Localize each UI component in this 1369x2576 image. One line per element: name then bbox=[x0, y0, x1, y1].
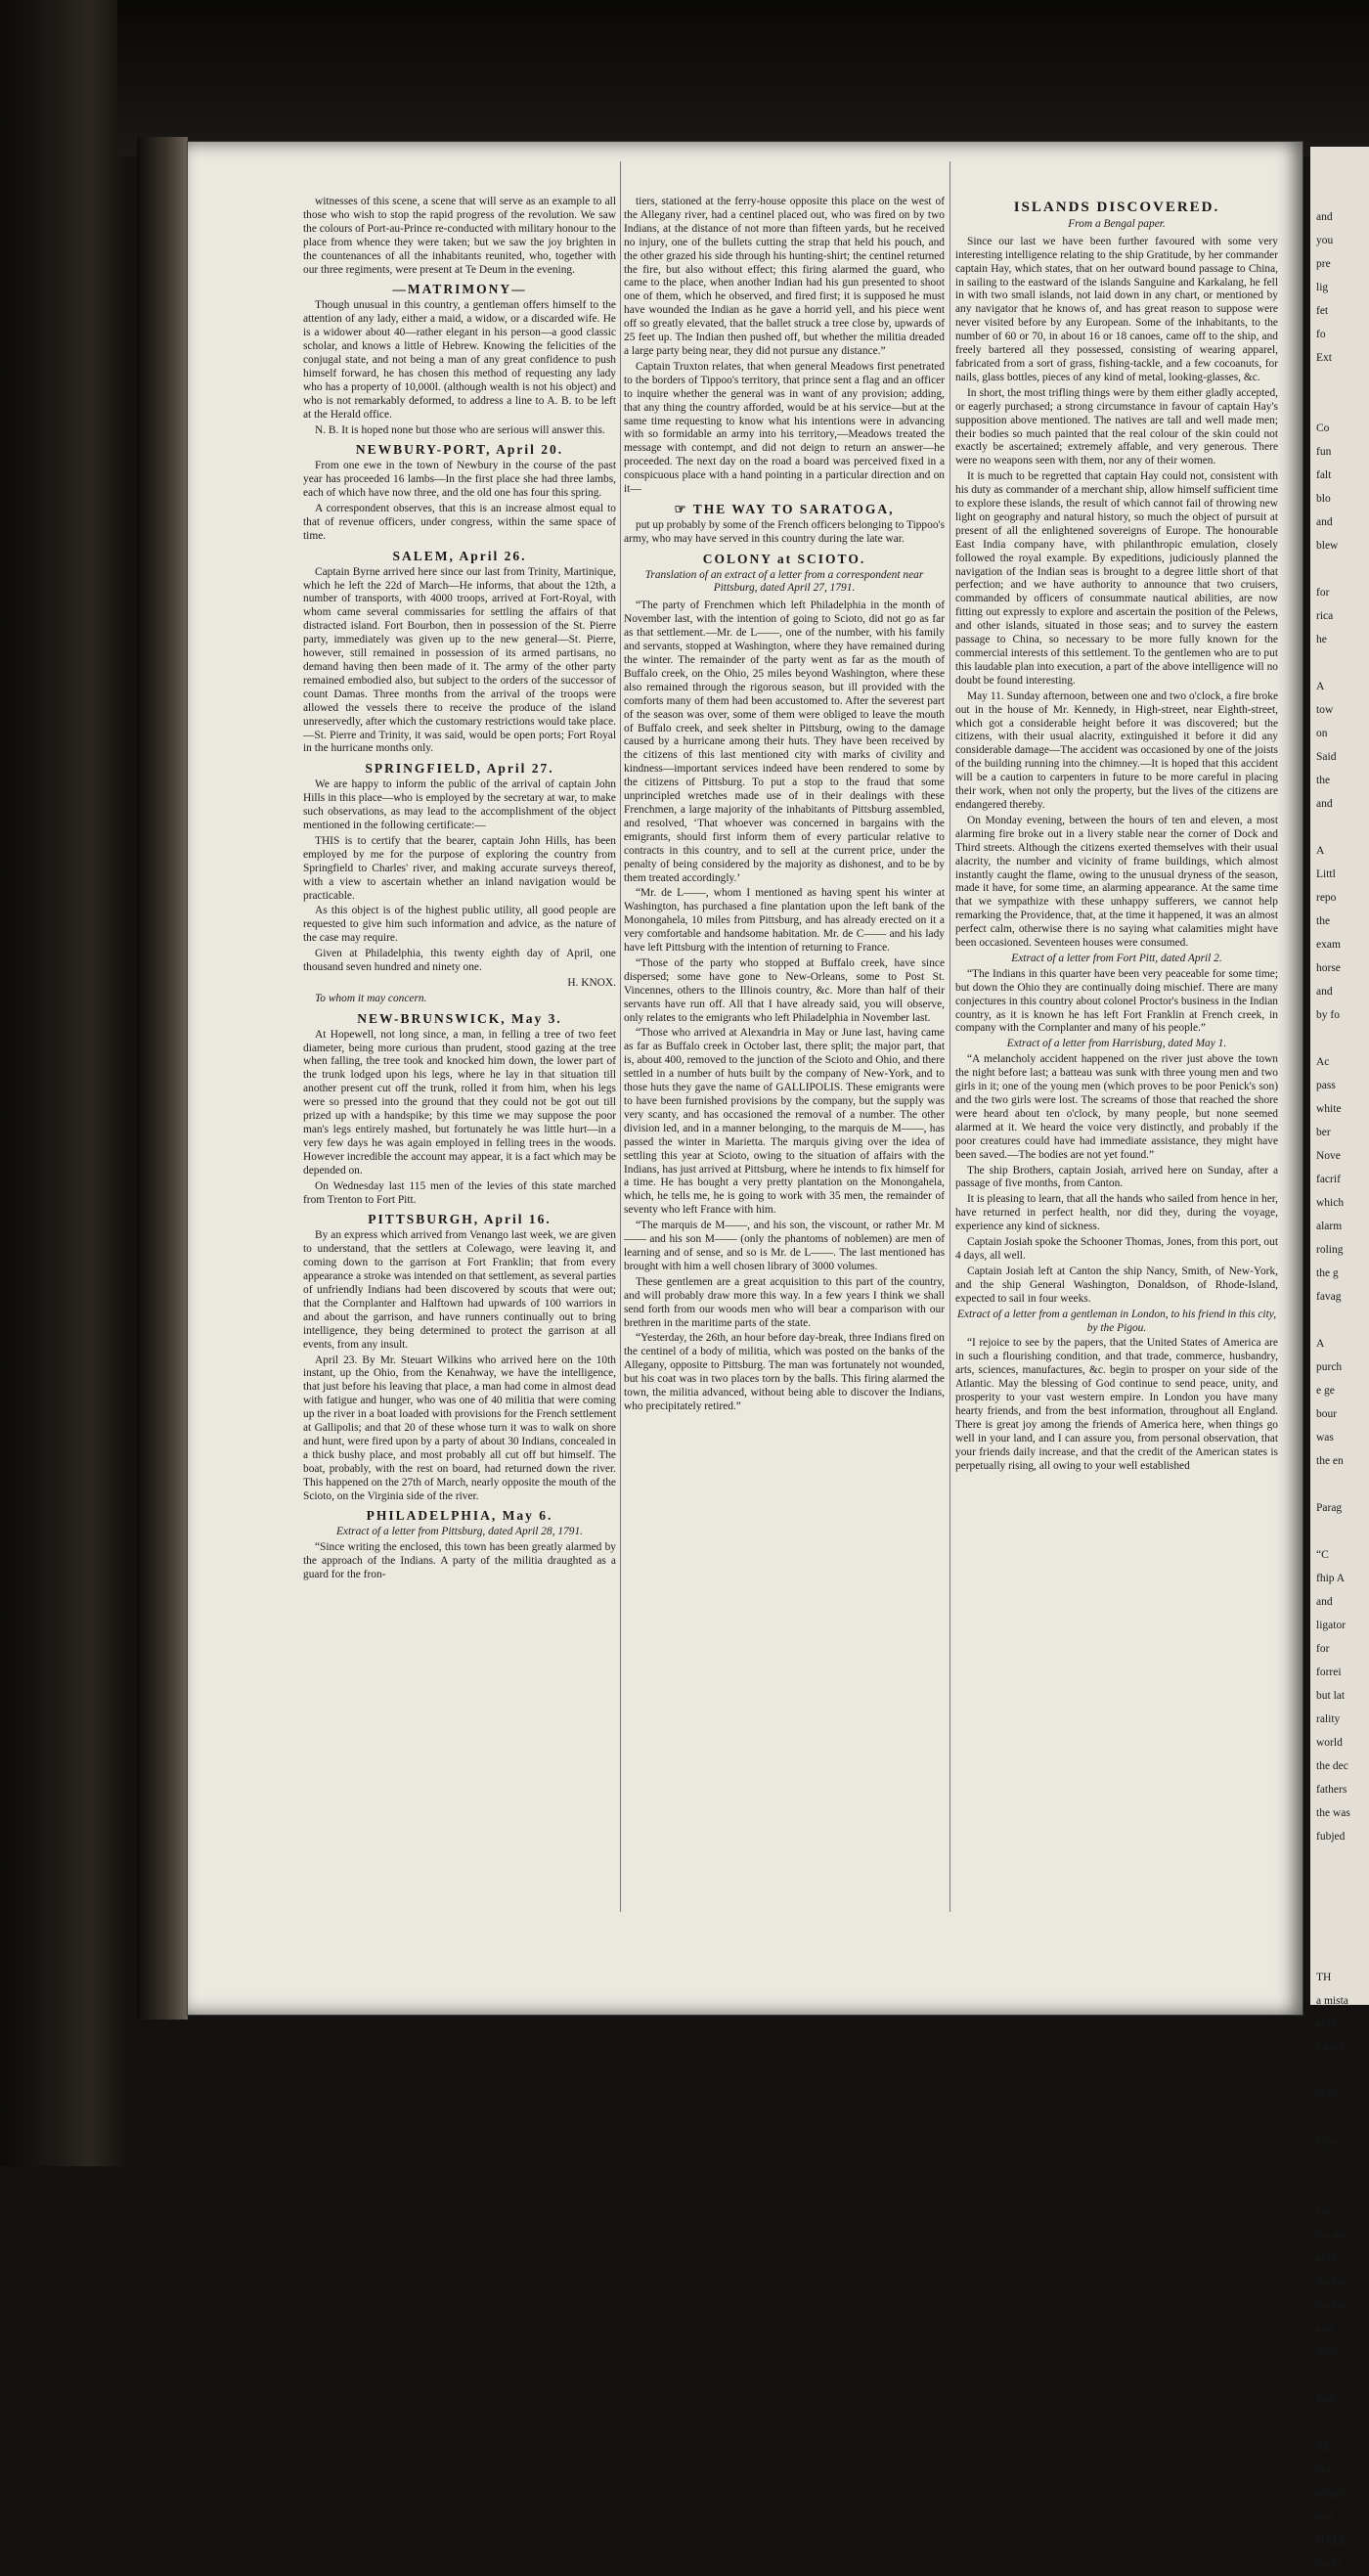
rejoice-paragraph: “I rejoice to see by the papers, that the United States of America are in such a flourishing condition, and that trade, commerce, husbandry, arts, sciences, manufactures, &c. begin to prosper on your side of the Atlantic. May the blessing of God continue to send peace, unity, and prosperity to your vast western empire. In London you have many hearty friends, and from the best information, throughout all England. There is great joy among the friends of America here, when things go well in your land, and I can assure you, from personal observation, that your friends daily increase, and that the credit of the American states is perpetually rising, all owing to your well established bbox=[955, 1337, 1278, 1472]
adjacent-page-fragment: AL bbox=[1316, 2441, 1332, 2453]
adjacent-page-fragment: the en bbox=[1316, 1455, 1344, 1467]
adjacent-page-fragment bbox=[1310, 1309, 1369, 1332]
harrisburg-extract-heading: Extract of a letter from Harrisburg, dated May 1. bbox=[1006, 1038, 1227, 1050]
canton-paragraph: Captain Josiah left at Canton the ship Nancy, Smith, of New-York, and the ship General Washington, Donaldson, of Rhode-Island, expected to sail in four weeks. bbox=[955, 1265, 1278, 1305]
adjacent-page-fragment: fet bbox=[1316, 305, 1329, 317]
adjacent-page-fragment: you bbox=[1316, 235, 1334, 246]
adjacent-page-fragment: e ge bbox=[1316, 1385, 1335, 1397]
adjacent-page-fragment: Jam bbox=[1316, 2394, 1335, 2406]
adjacent-page-fragment: which bbox=[1316, 1197, 1345, 1209]
alexandria-paragraph: “Those who arrived at Alexandria in May or June last, having came as far as Buffalo creek in October last, there split; the major part, that is, about 400, removed to the junction of the Scioto and Ohio, and there settled in a number of huts built by the company of New-York, and to those huts they gave the name of GALLIPOLIS. These emigrants were to have been furnished provisions by the company, but the supply was very scanty, and has occasioned the removal of a number. The other division led, and in a manner belonging, to the marquis de M——, has passed the winter in Marietta. The marquis giving over the idea of settling this year at Scioto, owing to the situation of affairs with the Indians, has just arrived at Pittsburg, where he intends to fix himself for a time. He has bought a very pretty plantation on the Monongahela, which, he tells me, he is going to work with 35 men, the remainder of seventy who left France with him. bbox=[624, 1027, 945, 1217]
adjacent-page-fragment: pass bbox=[1316, 1080, 1336, 1091]
adjacent-page-fragment bbox=[1310, 2060, 1369, 2083]
adjacent-page-fragment: the bbox=[1316, 775, 1331, 786]
adjacent-page-fragment bbox=[1310, 2177, 1369, 2200]
saratoga-paragraph: put up probably by some of the French officers belonging to Tippoo's army, who may have served in this country during the late war. bbox=[624, 518, 946, 545]
adjacent-page-fragment: he bbox=[1316, 634, 1327, 645]
adjacent-page-fragment bbox=[1310, 2412, 1369, 2435]
adjacent-page-fragment: A bbox=[1316, 681, 1325, 692]
adjacent-page-fragment: diftri bbox=[1316, 2347, 1339, 2359]
adjacent-page-fragment: blo bbox=[1316, 493, 1331, 505]
adjacent-page-fragment: A bbox=[1316, 845, 1325, 857]
colony-heading: COLONY at SCIOTO. bbox=[702, 551, 866, 566]
adjacent-page-fragment: tow bbox=[1316, 704, 1334, 716]
indians-paragraph: “The Indians in this quarter have been very peaceable for some time; but down the Ohio they are continually doing mischief. There are many conjectures in this country about colonel Proctor's business in the Indian country, as it is known he has left Fort Franklin at French creek, in company with the Cornplanter and many of his people.” bbox=[955, 967, 1278, 1035]
adjacent-page-fragment: falt bbox=[1316, 469, 1332, 481]
bengal-subheading: From a Bengal paper. bbox=[1068, 217, 1166, 230]
adjacent-page-fragment bbox=[1310, 816, 1369, 839]
adjacent-page-fragment: blew bbox=[1316, 540, 1339, 552]
knox-signature: H. KNOX. bbox=[567, 976, 616, 989]
spoke-paragraph: Captain Josiah spoke the Schooner Thomas, Jones, from this port, out 4 days, all well. bbox=[955, 1236, 1278, 1262]
adjacent-page-fragment: Littl bbox=[1316, 868, 1336, 880]
adjacent-page-fragment: by fo bbox=[1316, 1009, 1340, 1021]
adjacent-page-fragment: for bbox=[1316, 587, 1330, 599]
adjacent-page-fragment bbox=[1310, 2154, 1369, 2177]
adjacent-page-fragment: for bbox=[1316, 1643, 1330, 1655]
adjacent-page-fragment: Nove bbox=[1316, 1150, 1341, 1162]
springfield-paragraph: We are happy to inform the public of the arrival of captain John Hills in this place—who is employed by the secretary at war, to make such observations, as may lead to the accomplishment of the object mentioned in the following certificate:— bbox=[303, 778, 616, 831]
adjacent-page-fragment bbox=[1310, 2107, 1369, 2130]
adjacent-page-fragment: fun bbox=[1316, 446, 1332, 458]
adjacent-page-fragment: Ext bbox=[1316, 352, 1332, 364]
adjacent-page-fragment: facrif bbox=[1316, 1174, 1341, 1185]
adjacent-page-fragment bbox=[1310, 1942, 1369, 1966]
newbury-paragraph-1: From one ewe in the town of Newbury in the course of the past year has proceeded 16 lambs—In the first place she had three lambs, each of which have now three, and the old one has four this spring. bbox=[303, 460, 616, 500]
philadelphia-heading: PHILADELPHIA, May 6. bbox=[366, 1508, 553, 1524]
islands-heading: ISLANDS DISCOVERED. bbox=[1013, 200, 1220, 215]
translation-subheading: Translation of an extract of a letter from a correspondent near Pittsburg, dated April 27, 1791. bbox=[644, 568, 924, 595]
adjacent-page-fragment: pre bbox=[1316, 258, 1331, 270]
adjacent-page-fragment: rica bbox=[1316, 610, 1334, 622]
adjacent-page-fragment: and bbox=[1316, 798, 1333, 810]
adjacent-page-fragment bbox=[1310, 1848, 1369, 1872]
adjacent-page-fragment: on bbox=[1316, 728, 1328, 739]
buffalo-creek-paragraph: “Those of the party who stopped at Buffalo creek, have since dispersed; some have gone to New-Orleans, some to Post St. Vincennes, others to the Illinois country, &c. More than half of their servants have run off. All that I have already said, you will observe, only relates to the emigrants who left Philadelphia in November last. bbox=[624, 956, 945, 1024]
pleasing-paragraph: It is pleasing to learn, that all the hands who sailed from hence in her, have returned in perfect health, nor did they, during the voyage, experience any kind of sickness. bbox=[955, 1193, 1278, 1233]
column-2 bbox=[624, 196, 945, 1936]
monday-paragraph: On Monday evening, between the hours of ten and eleven, a most alarming fire broke out in a livery stable near the corner of Dock and Third streets. Although the citizens exerted themselves with their usual alacrity, the number and vicinity of frame buildings, which almost instantly caught the flame, owing to the unusual dryness of the season, made it have, for some time, an alarming appearance. At the same time that we sympathize with these unhappy sufferers, we cannot help remarking the Providence, that, at the time it happened, it was an almost perfect calm, otherwise there is no saying what calamities might have been occasioned. Seventeen houses were consumed. bbox=[955, 814, 1278, 950]
adjacent-page-fragment bbox=[1310, 1473, 1369, 1496]
adjacent-page-fragment: alarm bbox=[1316, 1221, 1343, 1232]
adjacent-page-fragment: fathers bbox=[1316, 1784, 1347, 1796]
to-whom-line: To whom it may concern. bbox=[315, 992, 427, 1004]
adjacent-page-fragment: ligator bbox=[1316, 1620, 1347, 1631]
column-3 bbox=[955, 196, 1278, 1936]
adjacent-page-fragment: in fa bbox=[1316, 2089, 1337, 2101]
adjacent-page-fragment: the dec bbox=[1316, 1760, 1348, 1772]
adjacent-page-fragment bbox=[1310, 1520, 1369, 1543]
adjacent-page-fragment: exam bbox=[1316, 939, 1341, 951]
brothers-paragraph: The ship Brothers, captain Josiah, arrived here on Sunday, after a passage of five months, from Canton. bbox=[955, 1164, 1278, 1190]
adjacent-page-fragment: repo bbox=[1316, 892, 1337, 904]
regretted-paragraph: It is much to be regretted that captain Hay could not, consistent with his duty as commander of a merchant ship, allow himself sufficient time to explore these islands, the result of which cannot fail of throwing new light on geography and natural history, so much the object of pursuit at present of all the enlightened sovereigns of Europe. The honourable East India company have, with philanthropic emulation, closely followed the royal example. By expeditions, judiciously planned the navigation of the Indian seas is brought to a degree little short of that perfection; and we have authority to announce that two cruisers, commanded by officers of consummate nautical abilities, are now fitting out expressly to explore and ascertain the position of the Pelews, and other islands, situated in those seas; and to survey the eastern passage to China, so necessary to be more fully known for the commercial interests of this settlement. To the gentlemen who are to put this laudable plan into execution, a part of the above intelligence will no doubt be found interesting. bbox=[955, 470, 1278, 687]
adjacent-page-fragment: forrei bbox=[1316, 1666, 1342, 1678]
salem-paragraph: Captain Byrne arrived here since our last from Trinity, Martinique, which he left the 22d of March—He informs, that about the 12th, a number of transports, with 4000 troops, arrived at Fort-Royal, with whom came several commissaries for settling the affairs of that distracted island. Fort Bourbon, then in possession of the St. Pierre party, immediately was given up to the new general—St. Pierre, however, still remained in possession of its armed partisans, no demand having then been made of it. The army of the other party remained embodied also, but subject to the orders of the successor of count Damas. Three months from the arrival of the troops were allowed the vessels there to receive the produce of the island unreservedly, after which the customary restrictions would take place.—St. Pierre and Trinity, it was said, would be open ports; Fort Royal in the hurricane months only. bbox=[303, 565, 616, 755]
truxton-paragraph: Captain Truxton relates, that when general Meadows first penetrated to the borders of Tippoo's territory, that prince sent a flag and an officer to inquire whether the general was in want of any provision; adding, that any thing the country afforded, would be at his service—but at the same time requesting to know what his intentions were in advancing with so formidable an army into his territory,—Meadows treated the message with contempt, and did not deign to return an answer—he proceeded. The next day on the road a board was perceived fixed in a conspicuous place with a hand pointing in a particular direction and on it— bbox=[624, 360, 945, 496]
adjacent-page-fragment: and bbox=[1316, 2324, 1333, 2335]
party-paragraph: “The party of Frenchmen which left Philadelphia in the month of November last, with the intention of going to Scioto, did not go as far as that settlement.—Mr. de L——, one of the number, with his family and servants, stopped at Washington, where they have remained during the winter. The remainder of the party went as far as the mouth of Buffalo creek, on the Ohio, 25 miles beyond Washington, where these also remained through the rigorous season, but ill provided with the comforts many of them had been accustomed to. After the severest part of the season was over, some of them were obliged to leave the mouth of Buffalo creek, and seek shelter in Pittsburg, owing to the damage caused by a hurricane among their huts. They have been received by the citizens of this last mentioned city with marks of civility and kindness—important services indeed have been rendered to some by the citizens of Pittsburg. To put a stop to the fraud that some unprincipled wretches made use of in their dealings with these Frenchmen, a large majority of the inhabitants of Pittsburg assembled, and resolved, ‘That whoever was concerned in bargains with the emigrants, should first inform them of every particular relative to contracts in this country, and to sell at the current price, under the penalty of being considered by the majority as dishonest, and to be by them treated accordingly.’ bbox=[624, 600, 945, 884]
adjacent-page-fragment: bour bbox=[1316, 1408, 1338, 1420]
adjacent-page-fragment: Ac bbox=[1316, 1056, 1330, 1068]
adjacent-page-fragment: and bbox=[1316, 211, 1333, 223]
adjacent-page-fragment: was bbox=[1316, 2511, 1334, 2523]
adjacent-page-fragment: fo bbox=[1316, 329, 1326, 340]
adjacent-page-fragment: horse bbox=[1316, 962, 1341, 974]
book-binding bbox=[0, 0, 127, 2166]
adjacent-page-fragment: the fa bbox=[1316, 2558, 1342, 2570]
adjacent-page-fragment bbox=[1310, 393, 1369, 417]
adjacent-page-fragment: Said bbox=[1316, 751, 1337, 763]
adjacent-page-fragment: May bbox=[1316, 2136, 1338, 2148]
adjacent-page-fragment bbox=[1310, 557, 1369, 581]
adjacent-page-fragment: a mista bbox=[1316, 1995, 1348, 2007]
adjacent-page-fragment: the was bbox=[1316, 1807, 1350, 1819]
adjacent-page-fragment: rality bbox=[1316, 1713, 1341, 1725]
wednesday-paragraph: On Wednesday last 115 men of the levies of this state marched from Trenton to Fort Pitt. bbox=[303, 1179, 616, 1206]
certificate-paragraph: THIS is to certify that the bearer, captain John Hills, has been employed by me for the purpose of exploring the country from Springfield to Charles' river, and making accurate surveys thereof, with a view to ascertain whether an inland navigation would be practicable. bbox=[303, 834, 616, 902]
adjacent-page-fragment: roling bbox=[1316, 1244, 1344, 1256]
gentlemen-paragraph: These gentlemen are a great acquisition to this part of the country, and will probably draw more this way. In a few years I think we shall send forth from our woods men who will bear a comparison with our brethren in the maritime parts of the state. bbox=[624, 1275, 945, 1329]
since-writing-paragraph: “Since writing the enclosed, this town has been greatly alarmed by the approach of the Indians. A party of the militia draughted as a guard for the fron- bbox=[303, 1541, 616, 1581]
adjacent-page-fragment: A bbox=[1316, 1338, 1325, 1350]
adjacent-page-fragment: fhip A bbox=[1316, 1573, 1346, 1584]
adjacent-page-fragment bbox=[1310, 651, 1369, 675]
adjacent-page-fragment: and bbox=[1316, 516, 1333, 528]
nb-paragraph: N. B. It is hoped none but those who are serious will answer this. bbox=[315, 423, 605, 436]
newbury-heading: NEWBURY-PORT, April 20. bbox=[355, 442, 564, 458]
adjacent-page-edge bbox=[1310, 147, 1369, 2570]
mr-del-paragraph: “Mr. de L——, whom I mentioned as having spent his winter at Washington, has purchased a fine plantation upon the left bank of the Monongahela, 10 miles from Pittsburg, and has already erected on it a very comfortable and handsome habitation. Mr. de C—— and his lady have left Pittsburg with the intention of returning to France. bbox=[624, 887, 945, 955]
adjacent-page-fragment: declare bbox=[1316, 2277, 1349, 2288]
page-gutter bbox=[137, 137, 188, 2020]
springfield-heading: SPRINGFIELD, April 27. bbox=[365, 761, 554, 777]
yesterday-paragraph: “Yesterday, the 26th, an hour before day-break, three Indians fired on the centinel of a body of militia, which was posted on the banks of the Allegany, opposite to Pittsburg. The man was fortunately not wounded, but his coat was in two places torn by the balls. This firing alarmed the town, the militia advanced, without being able to discover the Indians, who precipitately retired.” bbox=[624, 1332, 945, 1412]
adjacent-page-fragment: the fan bbox=[1316, 2300, 1347, 2312]
new-brunswick-paragraph: At Hopewell, not long since, a man, in felling a tree of two feet diameter, being more curious than prudent, stood gazing at the tree when falling, the tree took and knocked him down, the lower part of the trunk lodged upon his legs, where he lay in that situation till another present cut off the trunk, rolled it from him, when his legs were so pressed into the ground that they could not be got out till prized up with a handspike; by this time we may suppose the poor man's legs entirely mashed, but fortunately he was little hurt—in a very few days he was again employed in felling trees in the woods. However incredible the account may appear, it is a fact which may be depended on. bbox=[303, 1028, 616, 1177]
adjacent-page-fragment: Co bbox=[1316, 422, 1330, 434]
adjacent-page-fragment: for rel bbox=[1316, 2042, 1345, 2054]
marquis-paragraph: “The marquis de M——, and his son, the viscount, or rather Mr. M—— and his son M—— (only the phantoms of noblemen) are men of learning and of sense, and so is Mr. de L——. The last mentioned has brought with him a well chosen library of 3000 volumes. bbox=[624, 1220, 945, 1272]
adjacent-page-fragment: was bbox=[1316, 1432, 1334, 1443]
adjacent-page-fragment: refpect bbox=[1316, 2488, 1347, 2500]
adjacent-page-fragment: to th bbox=[1316, 2253, 1337, 2265]
saratoga-heading: ☞ THE WAY TO SARATOGA, bbox=[674, 501, 895, 516]
adjacent-page-fragment: and bbox=[1316, 1596, 1333, 1608]
adjacent-page-fragment: favag bbox=[1316, 1291, 1342, 1303]
april23-paragraph: April 23. By Mr. Steuart Wilkins who arrived here on the 10th instant, up the Ohio, from the Kenahway, we have the intelligence, that just before his leaving that place, a man had come in almost dead with fatigue and hunger, who was one of 40 militia that were coming up the river in a boat loaded with provisions for the French settlement at Gallipolis; and that 20 of these whose turn it was to walk on shore and hunt, were fired upon by a party of about 30 Indians, concealed in a thick bushy place, and most probably all cut off but himself. The boat, probably, with the rest on board, had returned down the river. This happened on the 27th of March, nearly opposite the mouth of the Scioto, on the Virginia side of the river. bbox=[303, 1354, 616, 1502]
adjacent-page-fragment: the abr bbox=[1316, 2230, 1347, 2242]
adjacent-page-fragment bbox=[1310, 1027, 1369, 1050]
newbury-paragraph-2: A correspondent observes, that this is an increase almost equal to that of revenue officers, under congress, within the same space of time. bbox=[303, 503, 616, 542]
adjacent-page-fragment: lig bbox=[1316, 282, 1329, 293]
adjacent-page-fragment: the g bbox=[1316, 1267, 1339, 1279]
london-extract-heading: Extract of a letter from a gentleman in London, to his friend in this city, by the Pigou. bbox=[956, 1308, 1277, 1334]
matrimony-heading: —MATRIMONY— bbox=[392, 282, 527, 297]
adjacent-page-fragment bbox=[1310, 1895, 1369, 1919]
in-short-paragraph: In short, the most trifling things were by them either gladly accepted, or eagerly purchased; a strong circumstance in favour of captain Hay's supposition above mentioned. The natives are tall and well made men; their bodies so much painted that the real colour of the skin could not exactly be ascertained; extremely affable, and very generous. There were no weapons seen with them, nor any of their women. bbox=[955, 386, 1278, 467]
given-paragraph: Given at Philadelphia, this twenty eighth day of April, one thousand seven hundred and ninety one. bbox=[303, 948, 616, 974]
adjacent-page-fragment: fubjed bbox=[1316, 1831, 1346, 1843]
adjacent-page-fragment: OR bbox=[1316, 2206, 1332, 2218]
adjacent-page-fragment: white bbox=[1316, 1103, 1342, 1115]
matrimony-paragraph: Though unusual in this country, a gentleman offers himself to the attention of any lady, either a maid, a widow, or a discarded wife. He is a widower about 40—rather elegant in his person—a good classic scholar, and knows a little of Hebrew. Knowing the felicities of the conjugal state, and not being a man of any great confidence to push himself forward, he has chosen this method of requesting any lady who has a property of 10,000l. (although wealth is not his object) and who is not remarkably deformed, to address a line to A. B. to be left at the Herald office. bbox=[303, 299, 616, 421]
fort-pitt-extract-heading: Extract of a letter from Fort Pitt, dated April 2. bbox=[1011, 952, 1222, 964]
adjacent-page-fragment: “C bbox=[1316, 1549, 1329, 1561]
adjacent-page-fragment bbox=[1310, 370, 1369, 393]
adjacent-page-fragment: but lat bbox=[1316, 1690, 1346, 1702]
salem-heading: SALEM, April 26. bbox=[392, 548, 527, 563]
adjacent-page-fragment: to th bbox=[1316, 2019, 1337, 2030]
pittsburgh-heading: PITTSBURGH, April 16. bbox=[368, 1212, 552, 1227]
adjacent-page-fragment: and bbox=[1316, 986, 1333, 998]
intro-paragraph: witnesses of this scene, a scene that will serve as an example to all those who wish to stop the rapid progress of the revolution. We saw the colours of Port-au-Prince re-conducted with military honour to the place from whence they were taken; but we saw the joy brighten in the countenances of all the inhabitants reunited, who, together with our three regiments, were present at Te Deum in the evening. bbox=[303, 196, 616, 276]
new-brunswick-heading: NEW-BRUNSWICK, May 3. bbox=[357, 1010, 562, 1026]
pittsburg-extract-heading: Extract of a letter from Pittsburg, dated April 28, 1791. bbox=[335, 1526, 584, 1538]
top-shadow bbox=[117, 0, 1369, 156]
may11-paragraph: May 11. Sunday afternoon, between one and two o'clock, a fire broke out in the house of Mr. Kennedy, in High-street, near Eighth-street, which got a considerable height before it was discovered; but the citizens, with their usual alacrity, extinguished it before it did any considerable damage—The accident was occasioned by one of the joists of the building running into the chimney.—It is hoped that this accident will be a caution to carpenters in future to be more careful in placing their work, when not only the property, but the lives of the citizens are endangered thereby. bbox=[955, 689, 1278, 811]
pittsburgh-paragraph: By an express which arrived from Venango last week, we are given to understand, that the settlers at Colewago, were leaving it, and coming down to the garrison at Fort Franklin; that from every appearance a stroke was intended on that settlement, as several parties of unfriendly Indians had been discovered by scouts that were out; that the Cornplanter and Halftown had upwards of 100 warriors in and about the garrison, and have runners continually out to bring intelligence, they being determined to protect the garrison at all events, from any insult. bbox=[303, 1229, 616, 1351]
column-rule-2 bbox=[949, 161, 950, 1912]
gratitude-paragraph: Since our last we have been further favoured with some very interesting intelligence relating to the ship Gratitude, by her commander captain Hay, which states, that on her outward bound passage to China, in sailing to the eastward of the islands Sanguine and Karkalang, he fell in with two small islands, not laid down in any chart, or mentioned by any navigator that he knows of, and has great reason to suppose were never visited before by any European. Some of the inhabitants, to the number of 60 or 70, in about 16 or 18 canoes, came off to the ship, and freely bartered all they possessed, consisting of wearing apparel, fabricated from a sort of grass, fishing-tackle, and a few cocoanuts, for nails, glass bottles, pieces of any kind of metal, looking-glasses, &c. bbox=[955, 235, 1278, 383]
adjacent-page-fragment: purch bbox=[1316, 1361, 1343, 1373]
adjacent-page-fragment: world bbox=[1316, 1737, 1343, 1749]
adjacent-page-fragment: TH bbox=[1316, 1972, 1332, 1983]
adjacent-page-fragment: ber bbox=[1316, 1127, 1331, 1138]
adjacent-page-fragment: in e bbox=[1316, 2465, 1333, 2476]
column-1 bbox=[303, 196, 616, 1936]
adjacent-page-fragment: HALL bbox=[1316, 2535, 1347, 2547]
certificate-paragraph-2: As this object is of the highest public utility, all good people are requested to give him such information and advice, as the nature of the case may require. bbox=[303, 905, 616, 945]
adjacent-page-fragments bbox=[1310, 147, 1369, 2576]
adjacent-page-fragment bbox=[1310, 1919, 1369, 1942]
adjacent-page-fragment: Parag bbox=[1316, 1502, 1343, 1514]
adjacent-page-fragment: the bbox=[1316, 915, 1331, 927]
tiers-paragraph: tiers, stationed at the ferry-house opposite this place on the west of the Allegany river, had a centinel placed out, who was fired on by two Indians, at the distance of not more than fifteen yards, but he received no injury, one of the bullets cutting the strap that held his pouch, and the other grazed his side through his hunting-shirt; the centinel returned the fire, but also without effect; this firing alarmed the guard, who came to the place, when another Indian had his gun presented to shoot one of them, which he observed, and fired first; it is supposed he must have wounded the Indian as he gave a horrid yell, and his piece went off so greatly elevated, that the ballet struck a tree close by, upwards of 25 feet up. The Indian then pushed off, but whether the militia dreaded a large party being near, they did not pursue any distance.” bbox=[624, 196, 945, 357]
column-rule-1 bbox=[620, 161, 621, 1912]
adjacent-page-fragment bbox=[1310, 1872, 1369, 1895]
melancholy-paragraph: “A melancholy accident happened on the river just above the town the night before last; a batteau was sunk with three young men and two girls in it; one of the young men (which proves to be poor Penick's son) and the two girls were lost. The screams of those that reached the shore were heard about ten o'clock, by many people, but none seemed alarmed at it. We heard the voice very distinctly, and probably if the poor creatures could have had immediate assistance, they might have been saved.—The bodies are not yet found.” bbox=[955, 1053, 1278, 1161]
adjacent-page-fragment bbox=[1310, 2365, 1369, 2388]
